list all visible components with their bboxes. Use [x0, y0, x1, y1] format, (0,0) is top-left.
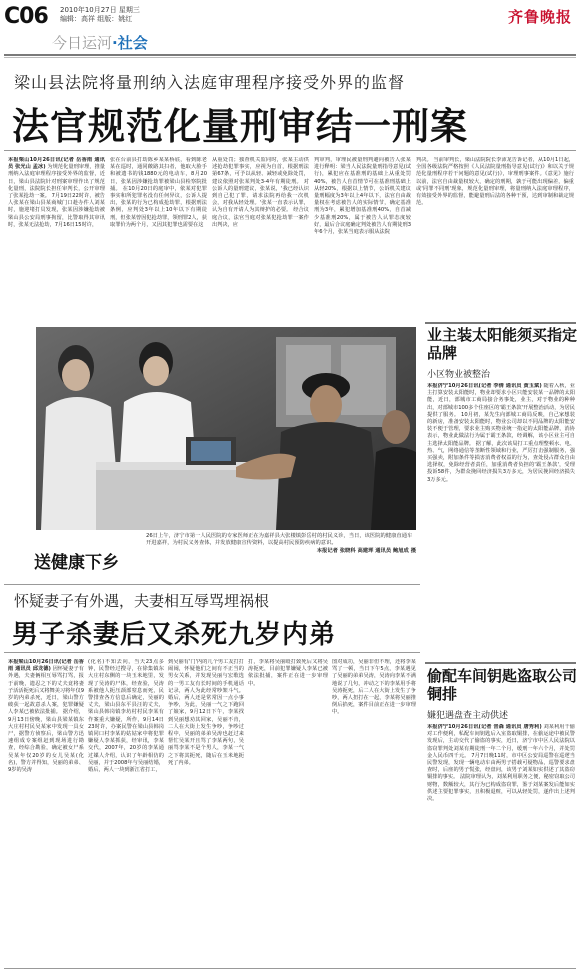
- side1-body: [427, 383, 575, 657]
- side1-headline: 业主装太阳能须买指定品牌: [427, 326, 578, 362]
- story2-column-5: 图对成功，吴丽非但不理，还将李某骂了一顿，当日下午5点，李某遇见了吴丽的弟弟吴涛，吴涛向李某不满地说了几句，冲动之下的李某用手将吴涛扼死，后二人在大街上发生了争吵，两人扭打在一起，李某将吴丽推倒后掐死，案件目前正在进一步审理中。: [332, 659, 416, 716]
- story2-lead: 本报梁山10月26日讯(记者 岳香雨 通讯员 邱龙德): [8, 659, 84, 673]
- side2-text: 刘某利用干偷对工作便利，私配车间钥匙后入室盗取铜排，在偷运途中被民警发现后，主动交代了偷盗的事实，近日，济宁市中区人民法院以盗窃罪判处刘某有期徒刑一年二个月，缓刑一年六个月，并处罚金人民币四千元。 7月7日晚11时，市中区公安局巡警在巡逻当民警发现，发现一辆电动车由两男子搭载可疑物品，巡警要求盘查时，后座的男子慌张，经盘问，该男子刘某如实供述了其盗窃铜排的事实。 法院审理认为，刘某利用职务之便，秘密窃取公司财物，数额较大，其行为已构成盗窃罪，鉴于刘某案发后能如实供述主要犯罪事实，且积极退赃，可以从轻处罚，遂作出上述判决。: [427, 724, 575, 803]
- story1-rule: [4, 150, 576, 151]
- section-name: ·社会: [112, 34, 148, 52]
- story2-headline: 男子杀妻后又杀死九岁内弟: [12, 620, 337, 650]
- header-rule-thin: [4, 57, 576, 58]
- photo-caption-text: 26日上午，济宁市第一人民医院的专家医师正在为嘉祥县大张楼镇彭岳村的村民义诊，当日，该医院的健康直通车开进嘉祥，为村民义务查体，并发放健康宣传资料，以提高村民预防疾病的意识。: [146, 533, 413, 547]
- side2-headline: 偷配车间钥匙盗取公司铜排: [427, 667, 578, 703]
- photo-caption: [146, 533, 416, 555]
- story2-column-1: [8, 659, 84, 961]
- photo-credit: 本报记者 张晓科 高建珲 通讯员 鲍旭成 摄: [316, 547, 416, 554]
- header-rule: [4, 54, 576, 56]
- story2-column-4: 打，李某将吴丽殴打致死后又将吴涛扼死，目前犯罪嫌疑人李某已被依法批捕，案件正在进一步审理中。: [248, 659, 328, 687]
- side2-lead: 本报济宁10月26日讯(记者 晋森 通讯员 唐秀利): [427, 724, 542, 730]
- story2-column-2: (化名)不知去向，当天23点多钟，民警经过搜寻，在徐集镇东大庄村东侧的一块玉米地里，发现了吴涛的尸体，经查验，吴涛系被他人扼压颈部窒息而死，民警排查各方信息后确定，吴丽的丈夫，梁山县东平县汪的丈夫，梁山县韩岗镇李坊村村民李某有作案重大嫌疑，所作，9月14日23时许，办案民警在梁山县韩岗镇同口村李某的姑姑家中将犯罪嫌疑人李某抓获，经审讯，李某交代，2007年，20岁的李某通过媒人介绍，认识了年龄相仿的吴丽，并于2008年与吴丽结婚，婚后，两人一块到浙江省打工，: [88, 659, 164, 774]
- side1-subtitle: 小区物业被整治: [427, 370, 491, 380]
- side1-text: 随着入秋，业主打算安装太阳能时，物业却要求小区只能安装某一品牌的太阳能，近日，部城市工商局接合务事处，业主，对于物业的种种出，对部城市100多个住座区的'霸王条款'开展整治活动，为居民提供了服务。 10月初，某先生向部城工商局反映，自己家想装的新房，准备安装太阳能时，物业公司却以不同品牌的太阳能安装不便于管理，要求业主购买物业统一指定的太阳能品牌，消协表示，物业此做法行为属于霸王条款，经调解，该小区业主可自主选择太阳能品牌。 据了解，此次该局打工重点理整顿水、电、热、气，网络通信等垄断性领域和行业，严厉打击强制服务，强买强卖，附加条件等损害消费者权益的行为，查处侵占群众自由选择权，免除经营者责任，加重消费者负担的'霸王条款'，受理投诉58件，为群众挽回经济损失3万多元，为居民挽回经济损失3万多元。: [427, 383, 575, 483]
- story1-column-1: [8, 157, 105, 319]
- section-title: [52, 32, 148, 53]
- date-line-1: 2010年10月27日 星期三: [60, 6, 140, 14]
- story1-kicker: 梁山县法院将量刑纳入法庭审理程序接受外界的监督: [14, 73, 406, 92]
- date-line-2: 编辑：高祥 组版：姚红: [60, 15, 133, 23]
- photo-illustration: [36, 327, 416, 530]
- side2-rule: [425, 662, 576, 664]
- story1-column-5: 判决。 当前审判长，梁山法院院长李沛龙告诉记者，从10月1日起，全国各级法院严格按照《人民法院量刑指导意见(试行)》和以关于规范化量刑程序若干问题的意见(试行)》，审理刑事案件。《意见》施行以前，法官自由裁量权较大，确定的刑期，孰于可能出现偏差，偏重或'同罪不同刑'现象，规范化量刑审理，将量刑纳入法庭审理程序，有效接受外界的监督，能避量刑后法的各种干预，达到审制和裁定规范。: [416, 157, 574, 207]
- story1-column-4: 判审判，审理民被量刑判避向被告人张某进行释明：梁当人民法院量刑指导意见(试行)，累犯应在基准刑的基础上从重处罚40%，被告人自首情节可在基准刑基础上从轻20%，根据以上情节，公诉机关建议量刑幅度为3年以上4年以下，法官自由裁量权在考虑被告人的实际情节，确定基准刑为3年，累犯增加基准刑40%，自首减少基准刑20%，属于被告人认罪态度较好，最后合议庭确定判处被告人有期徒刑3年6个月，张某当庭表示服从法院: [314, 157, 411, 236]
- page-number: C06: [4, 4, 48, 29]
- story1-col1-text: 为规范化量刑审理，推量刑纳入法庭审理程序接受外界的监督，近日，梁山县法院针对刑案审理作出了规范化量刑，法院院长担任审判长，公开审理了张某抢劫一案。 7月19日22时许，被告人张某在梁山县某商城门口趁办件人刘某时，施迎堵打员发现，张某因涉嫌抢劫被梁山县公安局刑事拘留，比警取得其审讯时，张某无法抢劫，7月16日15时许，: [8, 164, 105, 228]
- side2-body: [427, 724, 575, 964]
- story2-rule: [4, 652, 420, 653]
- photo-title: 送健康下乡: [34, 553, 119, 573]
- side2-subtitle: 嫌犯遇盘查主动供述: [427, 711, 509, 721]
- side1-lead: 本报济宁10月26日讯(记者 李倩 通讯员 黄玉斌): [427, 383, 542, 389]
- news-photo: [36, 327, 416, 530]
- story2-top-rule: [4, 584, 420, 585]
- story2-kicker: 怀疑妻子有外遇，夫妻相互辱骂埋祸根: [14, 592, 270, 610]
- footer-rule: [4, 968, 576, 969]
- story1-headline: 法官规范化量刑审结一刑案: [12, 105, 468, 148]
- story2-col1-text: 因怀疑妻子有外遇，夫妻俩相互辱骂打骂，报于前晚，遗忍之下的丈夫竟将妻子活活扼死后又将舞美习将年仅9岁的内弟杀死，近日，梁山警方破获一起故意杀人案，犯罪嫌疑人李某已被依法批捕。 据介绍，9月13日傍晚，梁山县梁某镇东大庄村村民吴某家中发现一具女尸，据警方侦察后，梁山警方迅速组成专案组赶到现场进行勘查，经综合勘验，确定被女尸系吴某年仅20岁的女儿吴某(化名)，警方并得知，吴丽的弟弟、9岁的吴涛: [8, 666, 84, 774]
- date-line: [60, 6, 140, 24]
- story1-column-3: 从重处罚；独查机关监同时，张某主动供述抢劫犯罪事实，应视为自首，根据刑法第67条，可予以从轻、减轻或免除处罚，建议依照对张某判处3-4年有期徒刑。 对公诉人的量刑建议，张某说，'我已经认识到自己犯了罪，请求法院再给我一次机会，对我从轻处理。'张某一直表示认罪，认为自有开请人为其辩护的必要。 经合议庭合议，法官当庭对张某犯抢劫罪一案作出判决，应: [212, 157, 309, 228]
- newspaper-logo: 齐鲁晚报: [508, 8, 573, 26]
- side1-rule: [425, 322, 576, 324]
- story1-lead: 本报梁山10月26日讯(记者 岳香雨 通讯员 张光山 孟冰): [8, 157, 105, 171]
- story1-column-2: 张在台前县打劫陈乡某某桥底，看到陈老某在巡时，通同敞路其扫者，他取大脸手和被遗书的钱1880元的电动车，8月20日，张某因涉嫌抢劫罪被梁山县检察院批捕。 在10月20日的庭审中，依某对犯罪事实和所犯罪名没有任何异议，公诉人提出，张某的行为已构成抢劫罪，根据刑法条例，应判处3年以上10年以下有期徒刑，但张某曾因犯抢劫罪，领刑罪2人，获取罪价为两个月，又因其犯罪也需要在这: [110, 157, 207, 228]
- story2-column-3: 到吴丽有'门'内的几个男工友打打闹闹，怀疑他们之间有不正当的男女关系，并发现吴丽与宏歌选的一男工友有长时间的手机通话记录，两人为此经常吵架斗气。 婚后，两人还是常常因一点小事争吵，为此，吴丽一气之下跑回了娘家，9月12日下午，李某找到吴丽想劝其回家，吴丽不肯，二人在大街上发生争吵，争吵过程中，吴丽的弟弟吴涛也赶过来帮忙吴某开且骂了李某两句，吴丽骂李某不是个男人，李某一气之下将其扼死，随后在玉米地扼死了内弟。: [168, 659, 244, 766]
- section-prefix: 今日运河: [52, 34, 113, 52]
